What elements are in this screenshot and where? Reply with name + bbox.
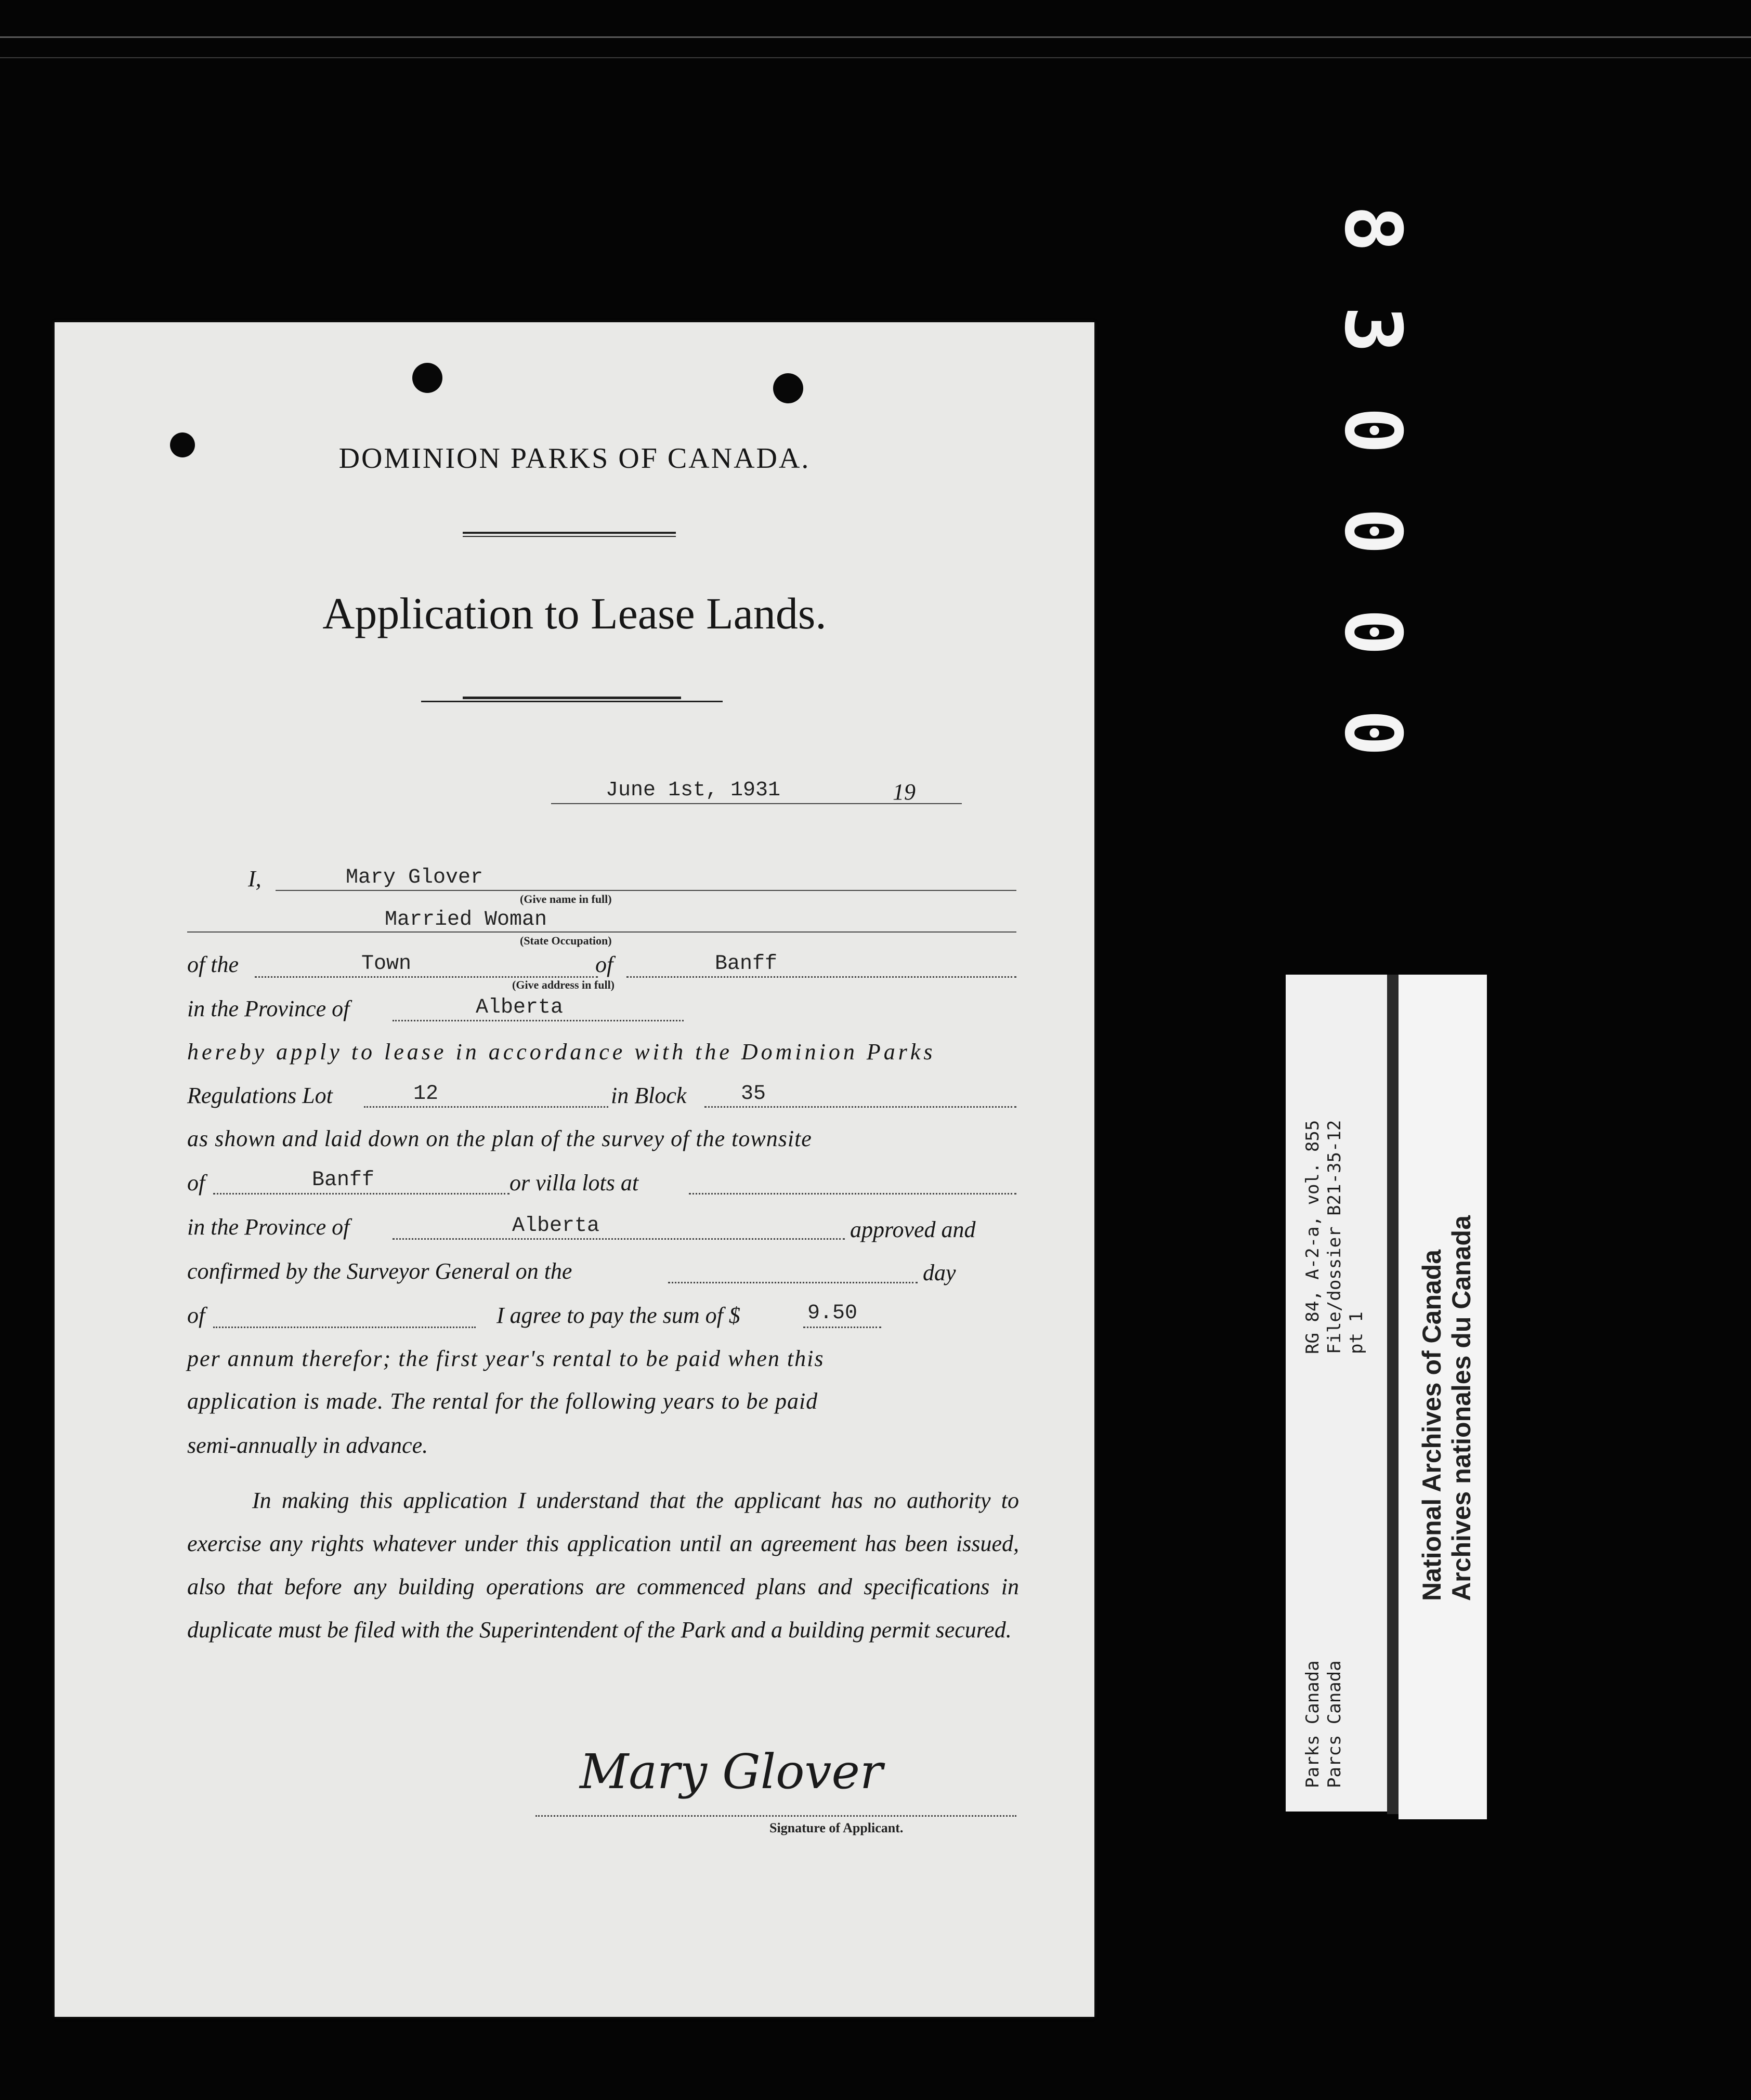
punch-hole-left	[412, 363, 442, 393]
heading-rule-top	[463, 532, 676, 534]
agency-name-en: Parks Canada	[1302, 1660, 1323, 1788]
archives-name-fr: Archives nationales du Canada	[1447, 1215, 1476, 1601]
address-caption: (Give address in full)	[512, 978, 615, 991]
province-line	[393, 1020, 684, 1021]
agency-name-fr: Parcs Canada	[1324, 1660, 1345, 1788]
archive-ref-line-1: RG 84, A-2-a, vol. 855	[1302, 1120, 1323, 1354]
day-line	[668, 1282, 918, 1283]
name-line	[276, 890, 1016, 891]
province-label-second: in the Province of	[187, 1214, 350, 1240]
applicant-signature: Mary Glover	[580, 1744, 883, 1800]
date-value: June 1st, 1931	[606, 779, 781, 802]
regulations-lot-label: Regulations Lot	[187, 1083, 333, 1108]
frame-digit: 0	[1327, 709, 1418, 757]
rental-line-3: semi-annually in advance.	[187, 1433, 428, 1458]
townsite-line	[213, 1193, 509, 1195]
townsite-value: Banff	[312, 1169, 375, 1192]
of-label-month: of	[187, 1303, 205, 1328]
scan-edge-line-lower	[0, 57, 1751, 58]
block-line	[704, 1106, 1016, 1108]
confirmed-label: confirmed by the Surveyor General on the	[187, 1258, 572, 1284]
villa-line	[689, 1193, 1016, 1195]
apply-line: hereby apply to lease in accordance with the Dominion Parks	[187, 1039, 936, 1065]
punch-hole-right	[773, 373, 803, 403]
frame-digit: 0	[1327, 406, 1418, 454]
frame-digit: 0	[1327, 608, 1418, 656]
rental-line-1: per annum therefor; the first year's rental to be paid when this	[187, 1346, 825, 1371]
of-label-townsite: of	[187, 1170, 205, 1196]
lease-application-form	[55, 322, 1094, 2017]
archive-ref-line-3: pt 1	[1346, 1311, 1367, 1354]
sum-line	[803, 1327, 881, 1328]
approved-label: approved and	[850, 1217, 976, 1242]
day-label: day	[923, 1260, 956, 1285]
plan-line: as shown and laid down on the plan of the survey of the townsite	[187, 1126, 812, 1151]
archive-ref-line-2: File/dossier B21-35-12	[1324, 1120, 1345, 1354]
lot-value: 12	[413, 1082, 439, 1106]
label-divider	[1387, 975, 1400, 1814]
rental-line-2: application is made. The rental for the following years to be paid	[187, 1388, 818, 1414]
date-year-prefix: 19	[893, 779, 916, 805]
organization-heading: DOMINION PARKS OF CANADA.	[338, 442, 811, 475]
province-value: Alberta	[476, 996, 564, 1019]
name-value: Mary Glover	[346, 866, 484, 889]
scan-edge-line	[0, 36, 1751, 38]
province-line-second	[393, 1238, 845, 1240]
province-label: in the Province of	[187, 996, 350, 1021]
address-place-value: Banff	[715, 952, 778, 976]
frame-number	[1327, 187, 1418, 775]
signature-line	[535, 1815, 1016, 1817]
occupation-caption: (State Occupation)	[520, 934, 612, 947]
province-value-second: Alberta	[512, 1214, 600, 1238]
villa-label: or villa lots at	[509, 1170, 639, 1196]
occupation-value: Married Woman	[385, 908, 547, 931]
sum-value: 9.50	[807, 1302, 858, 1325]
in-block-label: in Block	[611, 1083, 687, 1108]
heading-rule-top-thin	[463, 536, 676, 537]
title-rule	[421, 701, 723, 702]
occupation-line	[187, 931, 1016, 933]
address-type-value: Town	[361, 952, 412, 976]
month-line	[213, 1327, 476, 1328]
frame-digit: 8	[1327, 205, 1418, 253]
block-value: 35	[741, 1082, 766, 1106]
agree-label: I agree to pay the sum of $	[496, 1303, 740, 1328]
of-the-label: of the	[187, 952, 239, 977]
form-title: Application to Lease Lands.	[322, 588, 827, 638]
frame-digit: 0	[1327, 507, 1418, 555]
of-label: of	[595, 952, 613, 977]
address-place-line	[626, 976, 1016, 978]
archives-name-en: National Archives of Canada	[1417, 1249, 1446, 1601]
lot-line	[364, 1106, 608, 1108]
conditions-paragraph: In making this application I understand that the applicant has no authority to exercise any rights whatever under this application until an agreement has been issued, also that before any building operations are commenced plans and specifications in duplicate must be filed with the Superintendent of the Park and a building permit secured.	[187, 1488, 1019, 1643]
title-rule-bold	[463, 697, 681, 699]
signature-caption: Signature of Applicant.	[769, 1820, 904, 1835]
address-type-line	[255, 976, 598, 978]
name-label: I,	[248, 866, 262, 891]
name-caption: (Give name in full)	[520, 892, 612, 905]
frame-digit: 3	[1327, 306, 1418, 353]
